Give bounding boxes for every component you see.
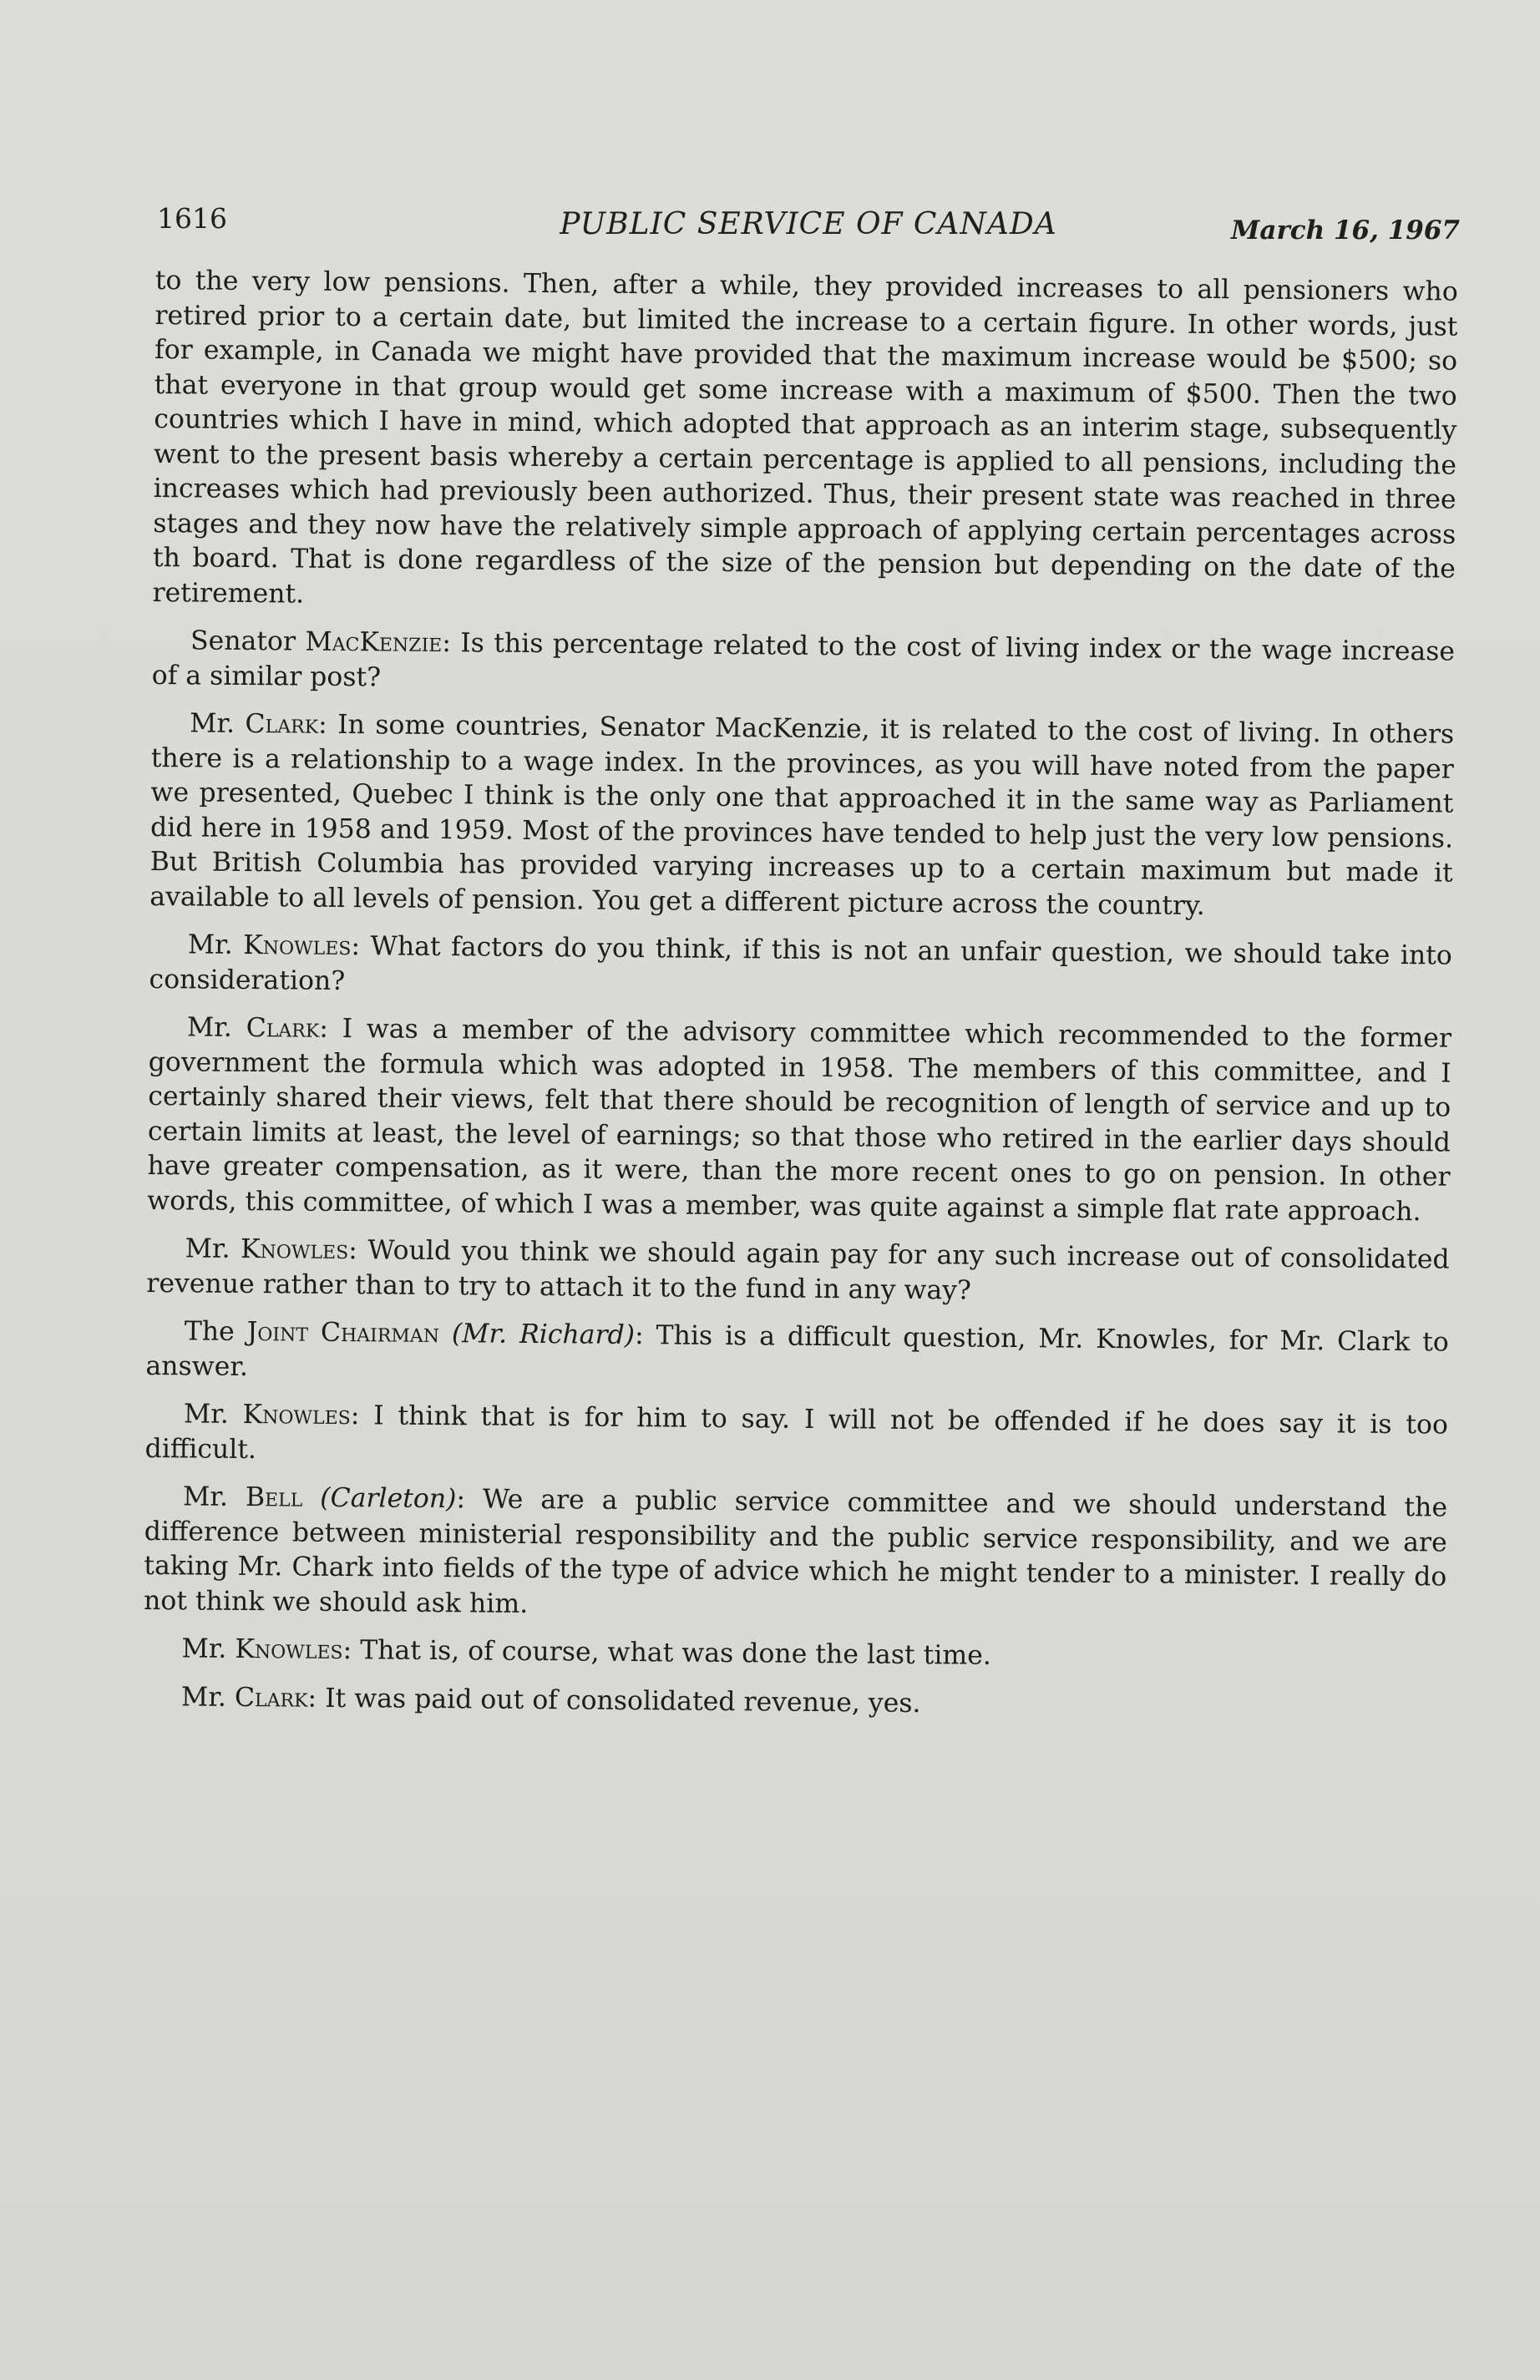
speaker-name: Clark — [234, 1682, 308, 1714]
paragraph-text: Would you think we should again pay for any such increase out of consolidated revenue rather than to try to attach it to the fund in any way? — [146, 1235, 1450, 1306]
speaker-name: Knowles — [242, 1399, 351, 1431]
paragraph-knowles-1: Mr. Knowles: What factors do you think, if this is not an unfair question, we should take into consideration? — [149, 929, 1452, 996]
speaker-name: Joint Chairman — [246, 1317, 440, 1350]
page-number: 1616 — [157, 202, 227, 235]
speaker-title: Mr. — [186, 1012, 233, 1043]
speaker-title: Mr. — [181, 1633, 227, 1664]
speaker-title: Senator — [190, 625, 296, 657]
page-header — [157, 197, 1460, 247]
paragraph-clark-1: Mr. Clark: In some countries, Senator MacKenzie, it is related to the cost of living. In others there is a relationship to a wage index. In the provinces, as you will have noted from the paper we presented, Quebec I think is the only one that approached it in the same way as Parliament did here in 1958 and 1959. Most of the provinces have tended to help just the very low pensions. But British Columbia has provided varying increases up to a certain maximum but made it available to all levels of pension. You get a different picture across the country. — [149, 708, 1455, 921]
speaker-title: Mr. — [182, 1481, 229, 1512]
paragraph-text: In some countries, Senator MacKenzie, it is related to the cost of living. In others there is a relationship to a wage index. In the provinces, as you will have noted from the paper we presented, Quebec I think is the only one that approached it in the same way as Parliament did here in 1958 and 1959. Most of the provinces have tended to help just the very low pensions. But British Columbia has provided varying increases up to a certain maximum but made it available to all levels of pension. You get a different picture across the country. — [149, 709, 1455, 921]
speaker-name: Knowles — [235, 1633, 343, 1666]
paragraph-text: to the very low pensions. Then, after a while, they provided increases to all pensioners who retired prior to a certain date, but limited the increase to a certain figure. In other words, just for example, in Canada we might have provided that the maximum increase would be $500; so that everyone in that group would get some increase with a maximum of $500. Then the two countries which I have in mind, which adopted that approach as an interim stage, subsequently went to the present basis whereby a certain percentage is applied to all pensions, including the increases which had previously been authorized. Thus, their present state was reached in three stages and they now have the relatively simple approach of applying certain percentages across th board. That is done regardless of the size of the pension but depending on the date of the retirement. — [152, 265, 1458, 610]
paragraph-text: Is this percentage related to the cost of living index or the wage increase of a similar post? — [151, 628, 1456, 692]
speaker-name: Bell — [245, 1481, 303, 1513]
paragraph-text: What factors do you think, if this is not an unfair question, we should take into consideration? — [149, 931, 1452, 996]
speaker-name: Clark — [246, 1012, 320, 1044]
paragraph-clark-3: Mr. Clark: It was paid out of consolidated revenue, yes. — [180, 1681, 921, 1719]
paragraph-text: We are a public service committee and we should understand the difference between ministerial responsibility and the public service responsibility, and we are taking Mr. Chark into fields of the type of advice which he might tender to a minister. I really do not think we should ask him. — [143, 1484, 1448, 1619]
paragraph-text: This is a difficult question, Mr. Knowles, for Mr. Clark to answer. — [145, 1320, 1449, 1382]
paragraph-knowles-4: Mr. Knowles: That is, of course, what was done the last time. — [181, 1633, 992, 1671]
speaker-title: The — [184, 1316, 235, 1347]
paragraph-bell: Mr. Bell (Carleton): We are a public service committee and we should understand the difference between ministerial responsibility and the public service responsibility, and we are taking Mr. Chark into fields of the type of advice which he might tender to a minister. I really do not think we should ask him. — [143, 1481, 1448, 1619]
speaker-name: Clark — [245, 708, 319, 740]
speaker-title: Mr. — [183, 1399, 230, 1430]
paragraph-mackenzie: Senator MacKenzie: Is this percentage related to the cost of living index or the wage increase of a similar post? — [151, 625, 1456, 692]
running-title: PUBLIC SERVICE OF CANADA — [560, 207, 1057, 241]
speaker-title: Mr. — [185, 1233, 230, 1264]
paragraph-joint-chairman: The Joint Chairman (Mr. Richard): This is a difficult question, Mr. Knowles, for Mr. Clark to answer. — [145, 1316, 1449, 1382]
speaker-title: Mr. — [180, 1681, 227, 1713]
speaker-role: (Carleton) — [320, 1482, 457, 1515]
speaker-name: Knowles — [240, 1233, 349, 1266]
paragraph-text: It was paid out of consolidated revenue, yes. — [325, 1683, 921, 1719]
speaker-title: Mr. — [187, 929, 233, 960]
speaker-role: (Mr. Richard) — [451, 1319, 636, 1351]
speaker-name: MacKenzie — [305, 626, 443, 659]
paragraph-knowles-2: Mr. Knowles: Would you think we should again pay for any such increase out of consolidated revenue rather than to try to attach it to the fund in any way? — [146, 1233, 1450, 1306]
speaker-title: Mr. — [190, 708, 236, 739]
paragraph-knowles-3: Mr. Knowles: I think that is for him to say. I will not be offended if he does say it is too difficult. — [144, 1399, 1449, 1465]
header-date: March 16, 1967 — [1231, 215, 1460, 246]
paragraph-continued — [152, 264, 1458, 622]
speaker-name: Knowles — [243, 929, 352, 962]
paragraph-text: I was a member of the advisory committee which recommended to the former government the formula which was adopted in 1958. The members of this committee, and I certainly shared their views, felt that there should be recognition of length of service and up to certain limits at least, the level of earnings; so that those who retired in the earlier days should have greater compensation, as it were, than the more recent ones to go on pension. In other words, this committee, of which I was a member, was quite against a simple flat rate approach. — [147, 1013, 1452, 1227]
paragraph-clark-2: Mr. Clark: I was a member of the advisory committee which recommended to the former government the formula which was adopted in 1958. The members of this committee, and I certainly shared their views, felt that there should be recognition of length of service and up to certain limits at least, the level of earnings; so that those who retired in the earlier days should have greater compensation, as it were, than the more recent ones to go on pension. In other words, this committee, of which I was a member, was quite against a simple flat rate approach. — [147, 1012, 1452, 1227]
transcript-body — [143, 264, 1458, 1739]
paragraph-text: That is, of course, what was done the last time. — [360, 1635, 992, 1671]
paragraph-text: I think that is for him to say. I will not be offended if he does say it is too difficult. — [144, 1400, 1449, 1465]
